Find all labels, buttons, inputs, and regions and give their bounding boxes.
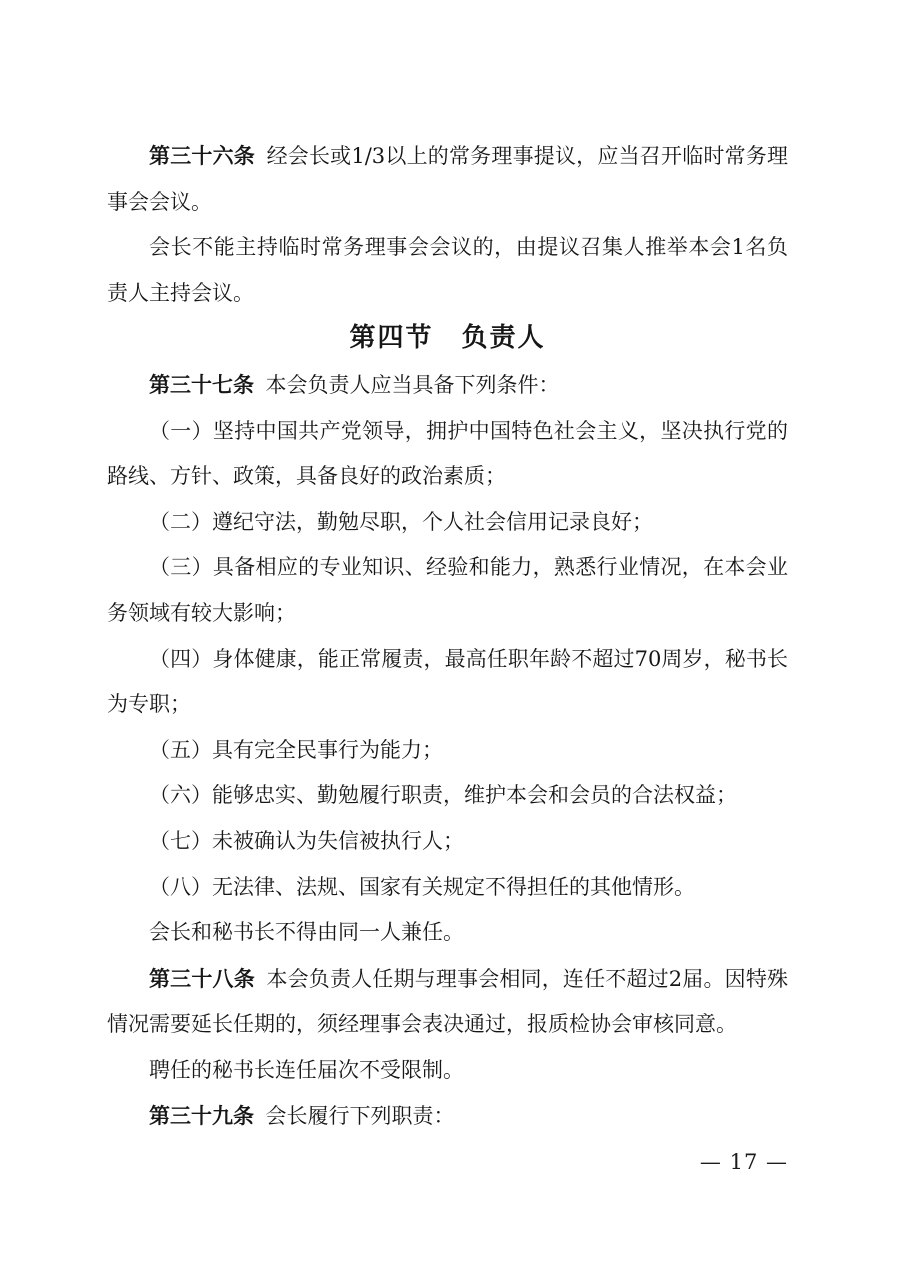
body-paragraph (107, 910, 788, 956)
paragraph-text: （七）未被确认为失信被执行人； (149, 828, 464, 853)
article-number: 第三十八条 (149, 965, 255, 991)
paragraph-text: （二）遵纪守法，勤勉尽职，个人社会信用记录良好； (149, 509, 653, 534)
paragraph-text: 聘任的秘书长连任届次不受限制。 (149, 1057, 464, 1082)
article-paragraph (107, 362, 788, 409)
paragraph-text: 经会长或1/3以上的常务理事提议，应当召开临时常务理事会会议。 (107, 144, 789, 214)
list-item-paragraph (107, 865, 788, 911)
paragraph-text: 本会负责人应当具备下列条件： (265, 372, 560, 397)
paragraph-text: 会长履行下列职责： (265, 1104, 455, 1129)
page-number: — 17 — (699, 1150, 788, 1175)
paragraph-text: （六）能够忠实、勤勉履行职责，维护本会和会员的合法权益； (149, 783, 737, 808)
paragraph-text: （八）无法律、法规、国家有关规定不得担任的其他情形。 (149, 874, 695, 899)
paragraph-text: 本会负责人任期与理事会相同，连任不超过2届。因特殊情况需要延长任期的，须经理事会表决通过，报质检协会审核同意。 (107, 966, 789, 1037)
article-number: 第三十六条 (149, 143, 256, 168)
paragraph-text: （一）坚持中国共产党领导，拥护中国特色社会主义，坚决执行党的路线、方针、政策，具备良好的政治素质； (107, 418, 788, 489)
list-item-paragraph (107, 545, 788, 636)
list-item-paragraph (107, 773, 788, 819)
body-paragraph (107, 225, 788, 316)
article-number: 第三十七条 (149, 371, 254, 397)
article-paragraph (107, 133, 788, 225)
article-paragraph (107, 956, 788, 1048)
paragraph-text: 会长不能主持临时常务理事会会议的，由提议召集人推举本会1名负责人主持会议。 (107, 235, 788, 305)
paragraph-text: 会长和秘书长不得由同一人兼任。 (149, 920, 464, 945)
list-item-paragraph (107, 409, 788, 500)
paragraph-text: （三）具备相应的专业知识、经验和能力，熟悉行业情况，在本会业务领域有较大影响； (107, 555, 788, 625)
list-item-paragraph (107, 819, 788, 865)
list-item-paragraph (107, 500, 788, 546)
paragraph-text: （四）身体健康，能正常履责，最高任职年龄不超过70周岁，秘书长为专职； (107, 646, 788, 717)
list-item-paragraph (107, 728, 788, 774)
article-paragraph (107, 1093, 788, 1140)
list-item-paragraph (107, 637, 788, 728)
article-number: 第三十九条 (149, 1103, 254, 1129)
paragraph-text: （五）具有完全民事行为能力； (149, 737, 443, 762)
body-paragraph (107, 1048, 788, 1094)
section-heading: 第四节 负责人 (349, 323, 546, 354)
